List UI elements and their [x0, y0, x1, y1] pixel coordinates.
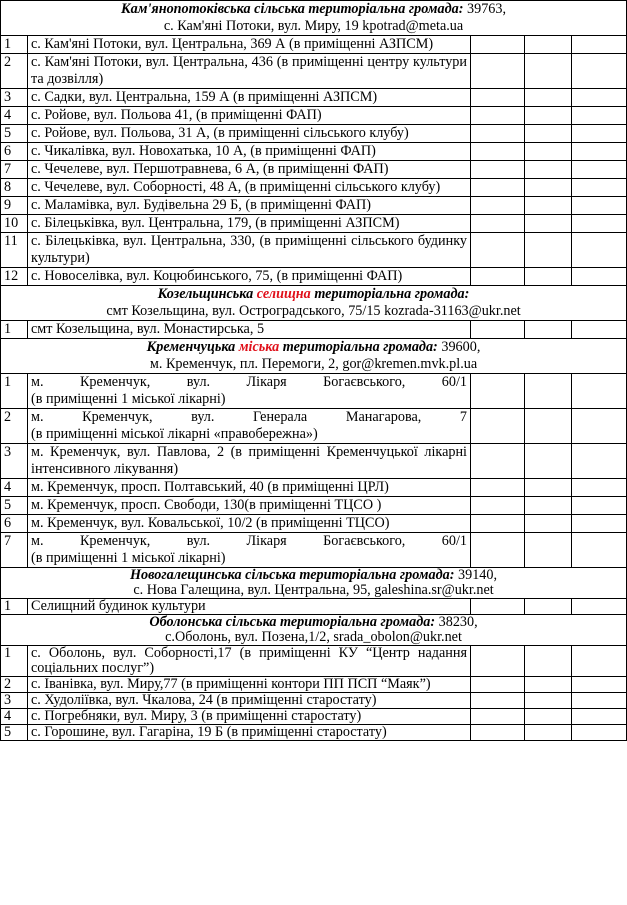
row-number: 1 — [1, 374, 28, 409]
empty-cell — [525, 693, 572, 709]
empty-cell — [572, 599, 627, 615]
table-row — [1, 374, 627, 409]
empty-cell — [525, 143, 572, 161]
community-address: с. Нова Галещина, вул. Центральна, 95, galeshina.sr@ukr.net — [133, 582, 494, 598]
empty-cell — [525, 599, 572, 615]
empty-cell — [572, 515, 627, 533]
row-address: м. Кременчук, вул. Лікаря Богаєвського, 60/1 (в приміщенні 1 міської лікарні) — [28, 374, 471, 409]
empty-cell — [471, 179, 525, 197]
table-row — [1, 197, 627, 215]
row-address: с. Іванівка, вул. Миру,77 (в приміщенні контори ПП ПСП “Маяк”) — [28, 677, 471, 693]
section-header — [1, 286, 627, 321]
empty-cell — [572, 36, 627, 54]
table-row — [1, 725, 627, 741]
community-name: Кам'янопотоківська сільська територіальна громада: — [121, 1, 464, 17]
empty-cell — [572, 89, 627, 107]
table-row — [1, 215, 627, 233]
empty-cell — [471, 479, 525, 497]
empty-cell — [471, 646, 525, 677]
empty-cell — [525, 161, 572, 179]
row-address: с. Чечелеве, вул. Соборності, 48 А, (в приміщенні сільського клубу) — [28, 179, 471, 197]
table-row — [1, 107, 627, 125]
section-header-cell — [1, 286, 627, 321]
section-header — [1, 339, 627, 374]
empty-cell — [471, 515, 525, 533]
section-header — [1, 568, 627, 599]
empty-cell — [471, 374, 525, 409]
row-address: с. Ройове, вул. Польова 41, (в приміщенні ФАП) — [28, 107, 471, 125]
row-number: 2 — [1, 54, 28, 89]
row-address: с. Чикалівка, вул. Новохатька, 10 А, (в приміщенні ФАП) — [28, 143, 471, 161]
empty-cell — [525, 479, 572, 497]
section-header-cell — [1, 339, 627, 374]
row-address: м. Кременчук, просп. Полтавський, 40 (в приміщенні ЦРЛ) — [28, 479, 471, 497]
empty-cell — [471, 725, 525, 741]
table-row — [1, 143, 627, 161]
row-number: 4 — [1, 709, 28, 725]
empty-cell — [525, 89, 572, 107]
section-header — [1, 615, 627, 646]
table-row — [1, 693, 627, 709]
empty-cell — [572, 161, 627, 179]
empty-cell — [525, 268, 572, 286]
row-number: 3 — [1, 444, 28, 479]
empty-cell — [471, 107, 525, 125]
community-address: с. Кам'яні Потоки, вул. Миру, 19 — [163, 18, 363, 34]
row-address: с. Білецьківка, вул. Центральна, 330, (в приміщенні сільського будинку культури) — [28, 233, 471, 268]
empty-cell — [471, 143, 525, 161]
empty-cell — [525, 233, 572, 268]
row-address: м. Кременчук, вул. Ковальської, 10/2 (в приміщенні ТЦСО) — [28, 515, 471, 533]
row-number: 1 — [1, 36, 28, 54]
row-address: с. Ройове, вул. Польова, 31 А, (в приміщенні сільського клубу) — [28, 125, 471, 143]
table-row — [1, 479, 627, 497]
table-row — [1, 233, 627, 268]
empty-cell — [572, 709, 627, 725]
email-link[interactable]: kpotrad@meta.ua — [362, 18, 464, 34]
community-name: Кременчуцька міська територіальна громада: — [146, 339, 438, 355]
empty-cell — [525, 533, 572, 568]
table-row — [1, 179, 627, 197]
community-address: смт Козельщина, вул. Остроградського, 75/15 kozrada-31163@ukr.net — [106, 303, 521, 319]
row-number: 7 — [1, 161, 28, 179]
row-address: с. Новоселівка, вул. Коцюбинського, 75, (в приміщенні ФАП) — [28, 268, 471, 286]
empty-cell — [572, 54, 627, 89]
empty-cell — [525, 215, 572, 233]
empty-cell — [572, 268, 627, 286]
empty-cell — [525, 725, 572, 741]
empty-cell — [572, 215, 627, 233]
table-row — [1, 161, 627, 179]
community-type-highlight: міська — [238, 339, 280, 355]
community-name: Оболонська сільська територіальна громада: — [149, 614, 436, 630]
empty-cell — [572, 677, 627, 693]
empty-cell — [572, 374, 627, 409]
empty-cell — [525, 646, 572, 677]
row-address: с. Оболонь, вул. Соборності,17 (в приміщенні КУ “Центр надання соціальних послуг”) — [28, 646, 471, 677]
empty-cell — [471, 125, 525, 143]
empty-cell — [471, 497, 525, 515]
section-header — [1, 1, 627, 36]
table-row — [1, 54, 627, 89]
empty-cell — [471, 693, 525, 709]
empty-cell — [471, 215, 525, 233]
row-address: с. Худоліївка, вул. Чкалова, 24 (в приміщенні старостату) — [28, 693, 471, 709]
table-row — [1, 497, 627, 515]
empty-cell — [572, 143, 627, 161]
row-number: 5 — [1, 125, 28, 143]
empty-cell — [471, 54, 525, 89]
empty-cell — [525, 444, 572, 479]
row-number: 1 — [1, 599, 28, 615]
row-number: 12 — [1, 268, 28, 286]
row-number: 6 — [1, 515, 28, 533]
table-row — [1, 677, 627, 693]
row-address: с. Горошине, вул. Гагаріна, 19 Б (в приміщенні старостату) — [28, 725, 471, 741]
empty-cell — [525, 515, 572, 533]
row-address: м. Кременчук, просп. Свободи, 130(в приміщенні ТЦСО ) — [28, 497, 471, 515]
section-header-cell — [1, 1, 627, 36]
table-row — [1, 646, 627, 677]
empty-cell — [572, 693, 627, 709]
row-address: Селищний будинок культури — [28, 599, 471, 615]
postal-code: 39140, — [454, 567, 498, 583]
row-number: 2 — [1, 409, 28, 444]
table-row — [1, 36, 627, 54]
empty-cell — [471, 533, 525, 568]
table-row — [1, 268, 627, 286]
empty-cell — [525, 179, 572, 197]
table-row — [1, 533, 627, 568]
empty-cell — [471, 268, 525, 286]
empty-cell — [471, 161, 525, 179]
row-number: 4 — [1, 107, 28, 125]
section-header-cell — [1, 615, 627, 646]
table-row — [1, 444, 627, 479]
section-header-cell — [1, 568, 627, 599]
empty-cell — [471, 89, 525, 107]
row-number: 5 — [1, 497, 28, 515]
empty-cell — [525, 677, 572, 693]
empty-cell — [572, 233, 627, 268]
table-row — [1, 89, 627, 107]
table-row — [1, 709, 627, 725]
row-number: 10 — [1, 215, 28, 233]
row-number: 6 — [1, 143, 28, 161]
row-number: 1 — [1, 321, 28, 339]
row-address: м. Кременчук, вул. Генерала Манагарова, 7 (в приміщенні міської лікарні «правобережна») — [28, 409, 471, 444]
empty-cell — [572, 409, 627, 444]
row-address: м. Кременчук, вул. Лікаря Богаєвського, 60/1 (в приміщенні 1 міської лікарні) — [28, 533, 471, 568]
row-address: с. Чечелеве, вул. Першотравнева, 6 А, (в приміщенні ФАП) — [28, 161, 471, 179]
empty-cell — [525, 125, 572, 143]
empty-cell — [525, 54, 572, 89]
community-address: м. Кременчук, пл. Перемоги, 2, gor@kremen.mvk.pl.ua — [149, 356, 478, 372]
postal-code: 39763, — [463, 1, 507, 17]
row-address: с. Погребняки, вул. Миру, 3 (в приміщенні старостату) — [28, 709, 471, 725]
empty-cell — [471, 321, 525, 339]
table-row — [1, 125, 627, 143]
empty-cell — [572, 444, 627, 479]
empty-cell — [572, 107, 627, 125]
row-address: с. Садки, вул. Центральна, 159 А (в приміщенні АЗПСМ) — [28, 89, 471, 107]
empty-cell — [471, 233, 525, 268]
row-address: с. Кам'яні Потоки, вул. Центральна, 369 А (в приміщенні АЗПСМ) — [28, 36, 471, 54]
row-number: 8 — [1, 179, 28, 197]
table-row — [1, 515, 627, 533]
row-number: 1 — [1, 646, 28, 677]
community-name: Новогалещинська сільська територіальна громада: — [130, 567, 455, 583]
row-address: с. Маламівка, вул. Будівельна 29 Б, (в приміщенні ФАП) — [28, 197, 471, 215]
table-row — [1, 321, 627, 339]
row-address: м. Кременчук, вул. Павлова, 2 (в приміщенні Кременчуцької лікарні інтенсивного лікування) — [28, 444, 471, 479]
row-address: смт Козельщина, вул. Монастирська, 5 — [28, 321, 471, 339]
empty-cell — [572, 197, 627, 215]
row-number: 2 — [1, 677, 28, 693]
postal-code: 38230, — [435, 614, 478, 630]
community-type-highlight: селищна — [256, 286, 311, 302]
empty-cell — [572, 497, 627, 515]
empty-cell — [572, 179, 627, 197]
empty-cell — [525, 497, 572, 515]
row-number: 3 — [1, 693, 28, 709]
empty-cell — [572, 125, 627, 143]
empty-cell — [525, 36, 572, 54]
row-number: 3 — [1, 89, 28, 107]
empty-cell — [572, 321, 627, 339]
empty-cell — [572, 479, 627, 497]
row-number: 4 — [1, 479, 28, 497]
table-row — [1, 409, 627, 444]
empty-cell — [525, 197, 572, 215]
empty-cell — [471, 709, 525, 725]
empty-cell — [525, 709, 572, 725]
empty-cell — [525, 107, 572, 125]
row-number: 7 — [1, 533, 28, 568]
empty-cell — [471, 197, 525, 215]
empty-cell — [471, 444, 525, 479]
empty-cell — [471, 409, 525, 444]
row-number: 11 — [1, 233, 28, 268]
empty-cell — [471, 599, 525, 615]
empty-cell — [572, 533, 627, 568]
postal-code: 39600, — [437, 339, 481, 355]
row-address: с. Кам'яні Потоки, вул. Центральна, 436 (в приміщенні центру культури та дозвілля) — [28, 54, 471, 89]
row-number: 5 — [1, 725, 28, 741]
empty-cell — [525, 374, 572, 409]
empty-cell — [525, 409, 572, 444]
row-address: с. Білецьківка, вул. Центральна, 179, (в приміщенні АЗПСМ) — [28, 215, 471, 233]
empty-cell — [471, 36, 525, 54]
empty-cell — [572, 646, 627, 677]
empty-cell — [572, 725, 627, 741]
community-name: Козельщинська селищна територіальна громада: — [157, 286, 470, 302]
community-address: с.Оболонь, вул. Позена,1/2, srada_obolon@ukr.net — [165, 629, 462, 645]
row-number: 9 — [1, 197, 28, 215]
table-row — [1, 599, 627, 615]
empty-cell — [471, 677, 525, 693]
empty-cell — [525, 321, 572, 339]
